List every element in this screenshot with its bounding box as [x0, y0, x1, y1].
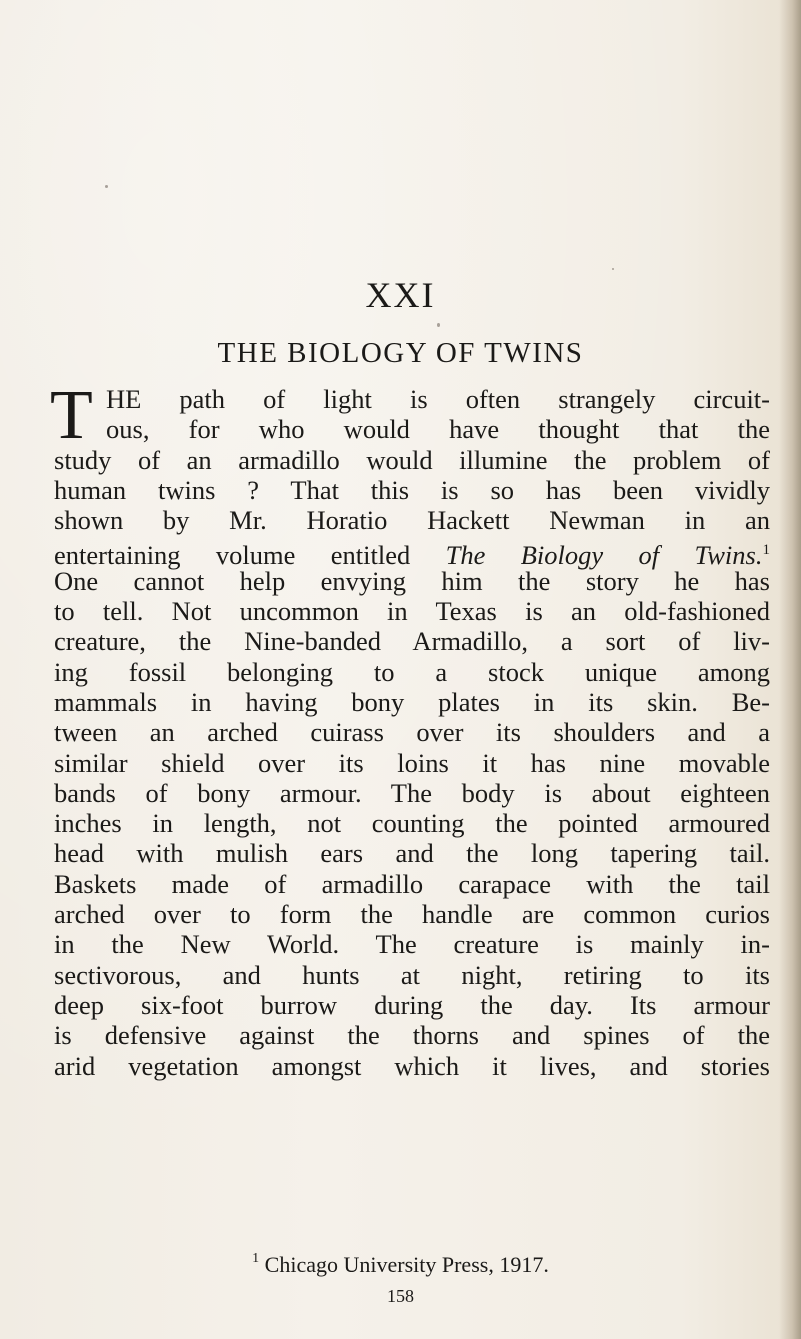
footnote-text: Chicago University Press, 1917.	[264, 1252, 549, 1277]
text-line: human twins ? That this is so has been vividly	[54, 474, 770, 505]
text-line: One cannot help envying him the story he has	[54, 565, 770, 596]
text-line: inches in length, not counting the pointed armoured	[54, 808, 770, 839]
body-paragraph	[50, 377, 770, 1081]
text-line: sectivorous, and hunts at night, retiring to its	[54, 959, 770, 990]
footnote-marker: 1	[252, 1250, 260, 1266]
page-number: 158	[387, 1286, 414, 1306]
text-line: study of an armadillo would illumine the problem of	[54, 444, 770, 475]
chapter-title: THE BIOLOGY OF TWINS	[217, 337, 584, 369]
text-line: is defensive against the thorns and spines of the	[54, 1020, 770, 1051]
paper-speck	[437, 323, 440, 327]
text-line: tween an arched cuirass over its shoulders and a	[54, 717, 770, 748]
text-line: arched over to form the handle are common curios	[54, 899, 770, 930]
paper-speck	[612, 268, 614, 270]
text-line: ous, for who would have thought that the	[106, 414, 770, 445]
text-line: arid vegetation amongst which it lives, and stories	[54, 1050, 770, 1081]
text-line	[54, 535, 770, 571]
text-line: Baskets made of armadillo carapace with the tail	[54, 868, 770, 899]
footnote	[0, 1252, 801, 1278]
text-line: similar shield over its loins it has nine movable	[54, 747, 770, 778]
text-line-start: entertaining volume entitled	[54, 540, 446, 571]
paper-speck	[105, 185, 108, 188]
chapter-number: XXI	[365, 275, 436, 315]
text-line: bands of bony armour. The body is about eighteen	[54, 777, 770, 808]
page-edge-shadow	[779, 0, 801, 1339]
text-line: to tell. Not uncommon in Texas is an old-fashioned	[54, 596, 770, 627]
text-line: mammals in having bony plates in its skin. Be-	[54, 686, 770, 717]
drop-cap: T	[50, 377, 93, 454]
text-line: shown by Mr. Horatio Hackett Newman in an	[54, 505, 770, 536]
text-line: deep six-foot burrow during the day. Its armour	[54, 989, 770, 1020]
book-title: The Biology of Twins.	[445, 540, 763, 571]
text-line: ing fossil belonging to a stock unique among	[54, 656, 770, 687]
text-line: head with mulish ears and the long tapering tail.	[54, 838, 770, 869]
text-line: creature, the Nine-banded Armadillo, a sort of liv-	[54, 626, 770, 657]
footnote-reference: 1	[762, 542, 770, 559]
text-line: in the New World. The creature is mainly in-	[54, 929, 770, 960]
text-line: HE path of light is often strangely circuit-	[106, 384, 770, 414]
